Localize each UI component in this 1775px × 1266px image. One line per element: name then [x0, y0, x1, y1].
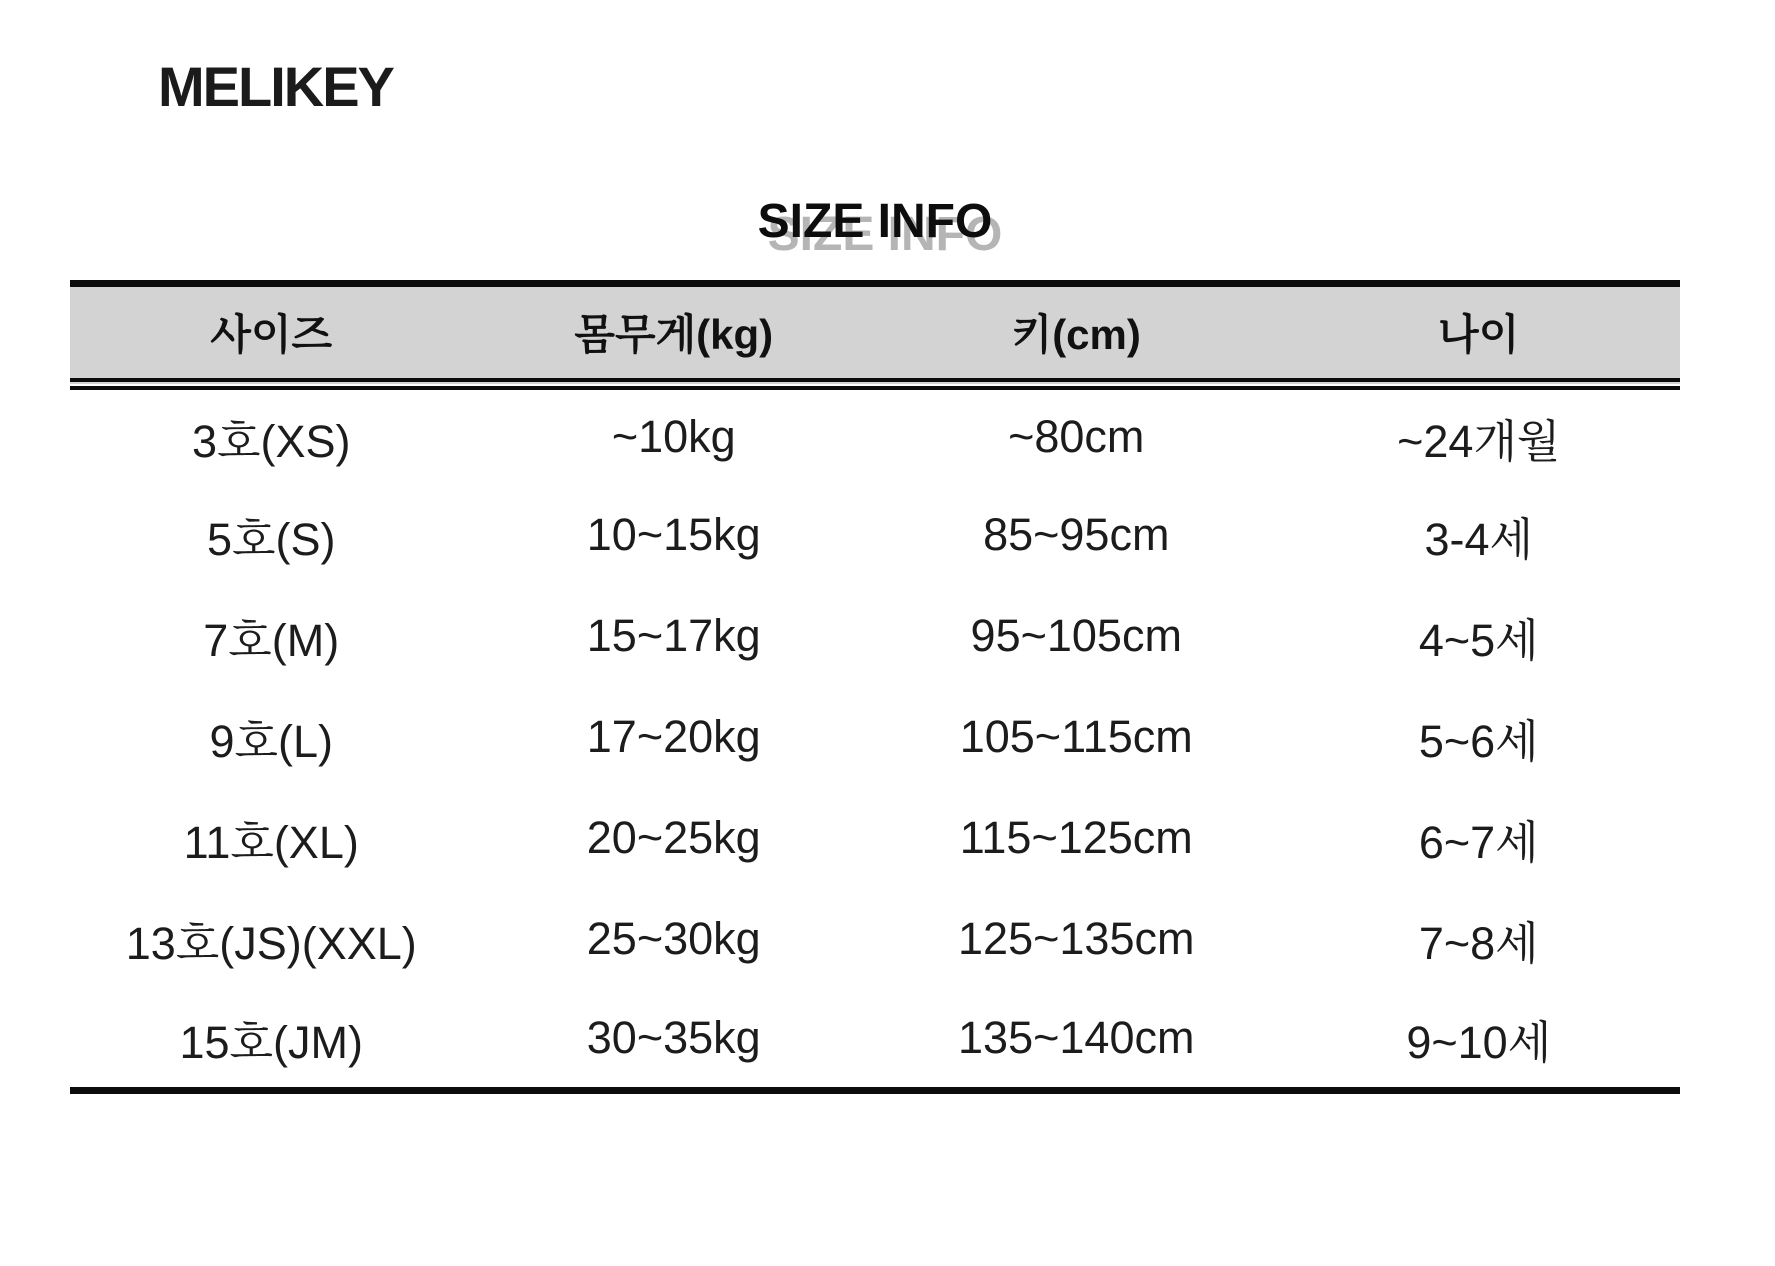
- cell-size: 3호(XS): [70, 384, 473, 485]
- cell-size: 5호(S): [70, 485, 473, 586]
- cell-weight: 25~30kg: [473, 889, 876, 990]
- brand-logo-text: MELIKEY: [158, 55, 393, 118]
- table-row: [70, 485, 1680, 586]
- cell-height: 85~95cm: [875, 485, 1278, 586]
- cell-age: 9~10세: [1278, 990, 1681, 1091]
- cell-height: 115~125cm: [875, 788, 1278, 889]
- size-chart-table: [70, 280, 1680, 1094]
- cell-height: ~80cm: [875, 384, 1278, 485]
- cell-weight: 15~17kg: [473, 586, 876, 687]
- column-header-size: 사이즈: [70, 284, 473, 384]
- cell-size: 9호(L): [70, 687, 473, 788]
- cell-size: 13호(JS)(XXL): [70, 889, 473, 990]
- table-row: [70, 889, 1680, 990]
- column-header-height: 키(cm): [875, 284, 1278, 384]
- table-row: [70, 687, 1680, 788]
- cell-weight: 30~35kg: [473, 990, 876, 1091]
- column-header-weight: 몸무게(kg): [473, 284, 876, 384]
- cell-height: 95~105cm: [875, 586, 1278, 687]
- cell-age: 5~6세: [1278, 687, 1681, 788]
- cell-weight: 20~25kg: [473, 788, 876, 889]
- cell-weight: 10~15kg: [473, 485, 876, 586]
- cell-age: 4~5세: [1278, 586, 1681, 687]
- size-chart-body: [70, 384, 1680, 1091]
- cell-age: 6~7세: [1278, 788, 1681, 889]
- cell-height: 135~140cm: [875, 990, 1278, 1091]
- cell-size: 7호(M): [70, 586, 473, 687]
- header-row: [70, 284, 1680, 384]
- cell-height: 105~115cm: [875, 687, 1278, 788]
- cell-weight: 17~20kg: [473, 687, 876, 788]
- column-header-age: 나이: [1278, 284, 1681, 384]
- table-row: [70, 990, 1680, 1091]
- cell-age: 3-4세: [1278, 485, 1681, 586]
- cell-age: 7~8세: [1278, 889, 1681, 990]
- table-row: [70, 384, 1680, 485]
- cell-size: 11호(XL): [70, 788, 473, 889]
- size-chart-header: [70, 284, 1680, 384]
- table-row: [70, 788, 1680, 889]
- table-row: [70, 586, 1680, 687]
- cell-size: 15호(JM): [70, 990, 473, 1091]
- page-title: SIZE INFO: [757, 195, 993, 248]
- cell-height: 125~135cm: [875, 889, 1278, 990]
- cell-weight: ~10kg: [473, 384, 876, 485]
- cell-age: ~24개월: [1278, 384, 1681, 485]
